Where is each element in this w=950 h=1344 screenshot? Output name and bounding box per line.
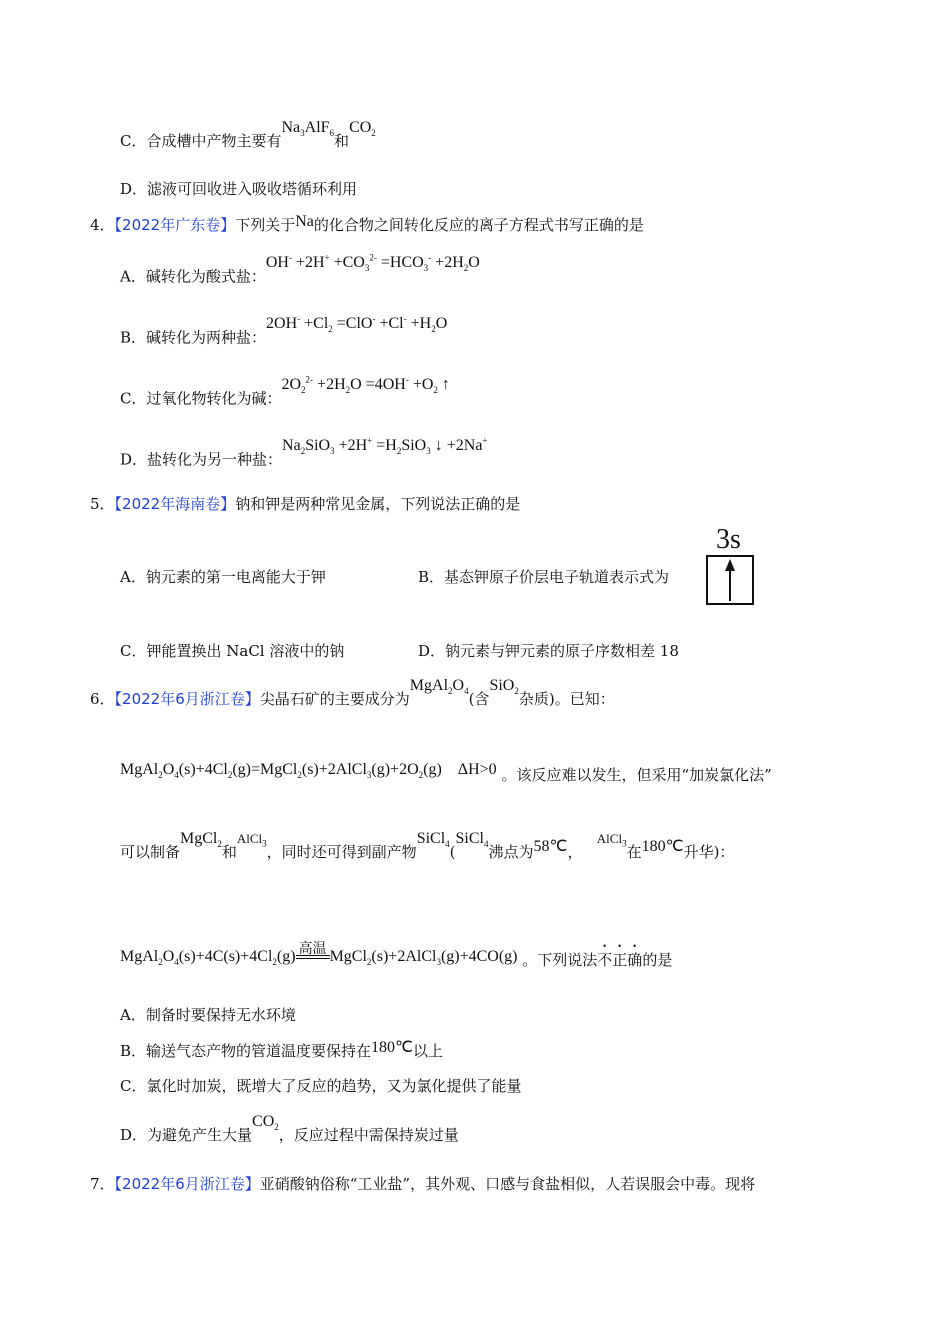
formula-mgcl2: MgCl$_2$ xyxy=(180,830,222,850)
q4-stem: 4．【2022年广东卷】下列关于Na的化合物之间转化反应的离子方程式书写正确的是 xyxy=(90,213,644,234)
q6-stem: 6．【2022年6月浙江卷】尖晶石矿的主要成分为$MgAl_2O_4$(含SiO$_2$杂质)。已知： xyxy=(90,677,615,708)
q6-option-b: B．输送气态产物的管道温度要保持在180℃以上 xyxy=(120,1039,444,1060)
formula-sicl4-2: SiCl$_4$ xyxy=(455,830,489,850)
q6-reaction-1: $MgAl_2O_4(s)+4Cl_2(g)=MgCl_2(s)+2AlCl_3(g)+2O_2(g)$ ΔH>0 。该反应难以发生，但采用“加炭氯化法” xyxy=(120,761,772,784)
q3-option-d: D．滤液可回收进入吸收塔循环利用 xyxy=(120,180,358,198)
q5-option-d: D．钠元素与钾元素的原子序数相差 18 xyxy=(418,642,679,660)
source-tag: 【2022年海南卷】 xyxy=(114,495,236,513)
orbital-box-arrow-icon xyxy=(706,555,754,605)
q6-option-d: D．为避免产生大量$CO_2$，反应过程中需保持炭过量 xyxy=(120,1113,459,1144)
q5-option-a: A．钠元素的第一电离能大于钾 xyxy=(120,568,326,586)
equation-d: $Na_2SiO_3 +2H^+ =H_2SiO_3$ ↓ +2Na+ xyxy=(282,436,488,457)
source-tag: 【2022年6月浙江卷】 xyxy=(114,1175,260,1193)
equation-reaction-2: $MgAl_2O_4(s)+4C(s)+4Cl_2(g)$ 高温 MgCl$_2$(s)+2AlCl$_3$(g)+4CO(g) xyxy=(120,941,518,968)
q5-stem: 5．【2022年海南卷】钠和钾是两种常见金属，下列说法正确的是 xyxy=(90,495,521,513)
formula-sicl4: SiCl$_4$ xyxy=(416,830,450,850)
equation-reaction-1: $MgAl_2O_4(s)+4Cl_2(g)=MgCl_2(s)+2AlCl_3(g)+2O_2(g)$ ΔH>0 xyxy=(120,761,497,781)
q5-option-b: B．基态钾原子价层电子轨道表示式为 xyxy=(418,568,670,586)
q4-option-c: C．过氧化物转化为碱：$2O_2^{2-} +2H_2O =4OH^- +O_2$ ↑ xyxy=(120,375,450,408)
q4-option-a: A．碱转化为酸式盐：$OH^- +2H^+ +CO_3^{2-} =HCO_3^- +2H_2O$ xyxy=(120,253,480,286)
q6-option-c: C．氯化时加炭，既增大了反应的趋势，又为氯化提供了能量 xyxy=(120,1077,522,1095)
emphasis-not-correct: 不正确 xyxy=(597,951,643,969)
q3-option-c: C．合成槽中产物主要有$Na_3AlF_6$和$CO_2$ xyxy=(120,119,376,150)
orbital-diagram xyxy=(706,524,754,607)
source-tag: 【2022年广东卷】 xyxy=(114,216,236,234)
q6-option-a: A．制备时要保持无水环境 xyxy=(120,1006,296,1024)
reaction-condition: 高温 xyxy=(298,941,327,957)
q7-stem: 7．【2022年6月浙江卷】亚硝酸钠俗称“工业盐”，其外观、口感与食盐相似，人若误服会中毒。现将 xyxy=(90,1175,756,1193)
q4-option-b: B．碱转化为两种盐：$2OH^- +Cl_2 =ClO^- +Cl^- +H_2O$ xyxy=(120,314,448,347)
formula-na3alf6: $Na_3AlF_6$ xyxy=(281,119,335,139)
formula-mgal2o4: $MgAl_2O_4$ xyxy=(409,677,469,697)
formula-alcl3: AlCl$_3$ xyxy=(236,831,267,849)
q6-line-3: 可以制备MgCl$_2$和AlCl$_3$，同时还可得到副产物SiCl$_4$(SiCl$_4$沸点为58℃， AlCl$_3$在180℃升华)： xyxy=(120,830,735,861)
equation-a: $OH^- +2H^+ +CO_3^{2-} =HCO_3^- +2H_2O$ xyxy=(265,253,480,274)
q5-option-c: C．钾能置换出 NaCl 溶液中的钠 xyxy=(120,642,345,660)
formula-alcl3-2: AlCl$_3$ xyxy=(596,831,627,849)
formula-co2: $CO_2$ xyxy=(349,119,376,139)
q4-option-d: D．盐转化为另一种盐：$Na_2SiO_3 +2H^+ =H_2SiO_3$ ↓ +2Na+ xyxy=(120,436,488,469)
source-tag: 【2022年6月浙江卷】 xyxy=(114,690,260,708)
formula-sio2: SiO$_2$ xyxy=(489,677,519,697)
formula-co2-2: $CO_2$ xyxy=(252,1113,279,1133)
orbital-label: 3s xyxy=(716,524,741,555)
q6-reaction-2: $MgAl_2O_4(s)+4C(s)+4Cl_2(g)$ 高温 MgCl$_2$(s)+2AlCl$_3$(g)+4CO(g) 。下列说法不正确的是 xyxy=(120,941,673,969)
equation-c: $2O_2^{2-} +2H_2O =4OH^- +O_2$ ↑ xyxy=(281,375,450,396)
equation-b: $2OH^- +Cl_2 =ClO^- +Cl^- +H_2O$ xyxy=(266,314,448,335)
